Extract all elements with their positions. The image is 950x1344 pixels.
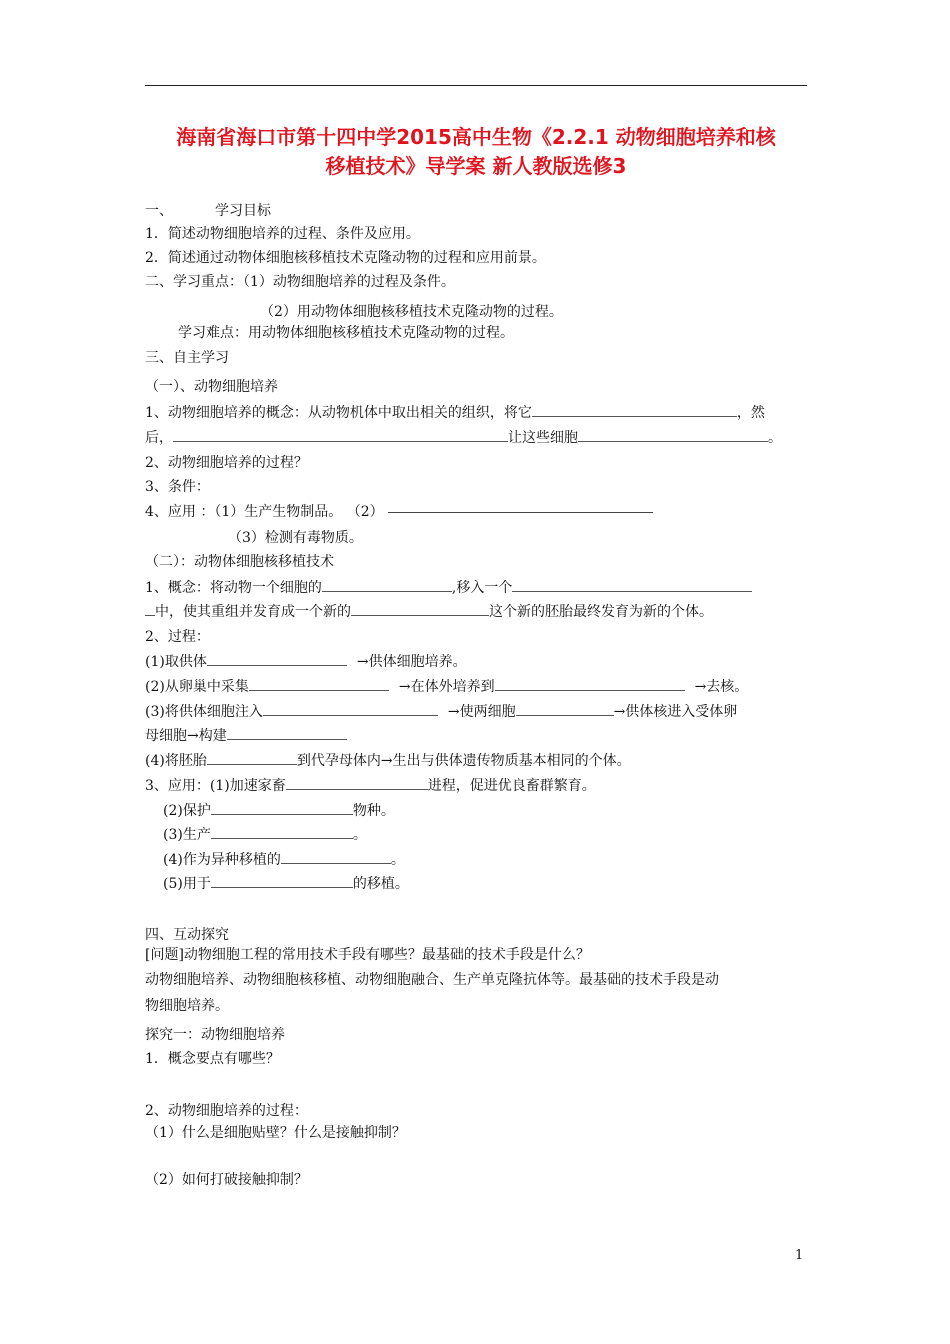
p1-line-6: （3）检测有毒物质。 xyxy=(228,530,363,546)
section-number: 一、 xyxy=(145,203,173,219)
text: 1、动物细胞培养的概念：从动物机体中取出相关的组织，将它 xyxy=(145,405,532,421)
p2-line-6 xyxy=(145,702,737,722)
answer-line-1: 动物细胞培养、动物细胞核移植、动物细胞融合、生产单克隆抗体等。最基础的技术手段是动 xyxy=(145,972,719,988)
text: 3、应用：(1)加速家畜 xyxy=(145,778,286,794)
difficult-point: 学习难点：用动物体细胞核移植技术克隆动物的过程。 xyxy=(178,325,514,341)
blank-field[interactable] xyxy=(351,602,489,616)
objective-1: 1．简述动物细胞培养的过程、条件及应用。 xyxy=(145,226,420,242)
text: ，然 xyxy=(736,405,765,421)
section-title: 学习目标 xyxy=(215,203,271,219)
p1-line-3: 2、动物细胞培养的过程？ xyxy=(145,455,308,471)
text: ,移入一个 xyxy=(451,580,513,596)
blank-field[interactable] xyxy=(211,825,353,839)
blank-field[interactable] xyxy=(211,801,353,815)
text: (5)用于 xyxy=(163,876,211,892)
blank-field[interactable] xyxy=(263,702,438,716)
text: 。 xyxy=(768,430,782,446)
explore-1-heading: 探究一：动物细胞培养 xyxy=(145,1027,285,1043)
text: 母细胞→构建 xyxy=(145,728,227,744)
p2-line-1 xyxy=(145,578,752,598)
section-1-heading xyxy=(145,201,271,221)
dash-blank[interactable] xyxy=(388,512,653,513)
blank-field[interactable] xyxy=(532,403,737,417)
blank-field[interactable] xyxy=(578,428,768,442)
text: (1)取供体 xyxy=(145,654,207,670)
section-4-heading: 四、互动探究 xyxy=(145,927,229,943)
text: 。 xyxy=(352,827,367,843)
blank-field[interactable] xyxy=(322,578,452,592)
blank-field[interactable] xyxy=(286,776,428,790)
p2-line-13 xyxy=(163,874,409,894)
blank-field[interactable] xyxy=(281,850,391,864)
p2-line-9 xyxy=(145,776,596,796)
p1-line-2 xyxy=(145,428,782,448)
blank-field[interactable] xyxy=(249,677,389,691)
text: 中，使其重组并发育成一个新的 xyxy=(155,604,351,620)
blank-field[interactable] xyxy=(495,677,685,691)
blank-field[interactable] xyxy=(516,702,614,716)
part-1-heading: （一）、动物细胞培养 xyxy=(145,379,278,395)
p2-line-12 xyxy=(163,850,405,870)
text: →去核。 xyxy=(694,679,749,695)
text: (3)生产 xyxy=(163,827,211,843)
text: →在体外培养到 xyxy=(398,679,495,695)
explore-1-q1: 1．概念要点有哪些？ xyxy=(145,1051,280,1067)
objective-2: 2．简述通过动物体细胞核移植技术克隆动物的过程和应用前景。 xyxy=(145,250,546,266)
text: →供体核进入受体卵 xyxy=(613,704,738,720)
explore-1-q2: 2、动物细胞培养的过程： xyxy=(145,1103,308,1119)
p2-line-4 xyxy=(145,652,467,672)
text: 1、概念：将动物一个细胞的 xyxy=(145,580,322,596)
text: 进程，促进优良畜群繁育。 xyxy=(427,778,596,794)
text: 让这些细胞 xyxy=(508,430,578,446)
text: (4)作为异种移植的 xyxy=(163,852,281,868)
blank-field[interactable] xyxy=(512,578,752,592)
answer-line-2: 物细胞培养。 xyxy=(145,998,229,1014)
p1-line-4: 3、条件： xyxy=(145,479,210,495)
p1-line-5 xyxy=(145,502,653,522)
text: 。 xyxy=(390,852,405,868)
key-point-1: 二、学习重点：（1）动物细胞培养的过程及条件。 xyxy=(145,274,455,290)
title-line-2: 移植技术》导学案 新人教版选修3 xyxy=(325,154,627,178)
blank-field[interactable] xyxy=(227,726,347,740)
text: →使两细胞 xyxy=(447,704,516,720)
text: 4、应用 ：（1）生产生物制品。 （2） xyxy=(145,504,384,520)
blank-field[interactable] xyxy=(173,428,508,442)
title-line-1: 海南省海口市第十四中学2015高中生物《2.2.1 动物细胞培养和核 xyxy=(176,125,776,149)
header-rule xyxy=(145,85,807,86)
text: (2)保护 xyxy=(163,803,211,819)
section-3-heading: 三、自主学习 xyxy=(145,350,229,366)
explore-1-q2b: （2）如何打破接触抑制？ xyxy=(145,1172,308,1188)
part-2-heading: （二）：动物体细胞核移植技术 xyxy=(145,554,334,570)
p1-line-1 xyxy=(145,403,765,423)
text: 的移植。 xyxy=(352,876,409,892)
text: 物种。 xyxy=(352,803,395,819)
blank-field[interactable] xyxy=(207,751,297,765)
blank-field[interactable] xyxy=(211,874,353,888)
text: (3)将供体细胞注入 xyxy=(145,704,263,720)
p2-line-7 xyxy=(145,726,347,746)
explore-1-q2a: （1）什么是细胞贴壁？什么是接触抑制？ xyxy=(145,1125,406,1141)
blank-field[interactable] xyxy=(145,602,155,616)
p2-line-10 xyxy=(163,801,395,821)
text: (4)将胚胎 xyxy=(145,753,207,769)
text: →供体细胞培养。 xyxy=(356,654,467,670)
text: (2)从卵巢中采集 xyxy=(145,679,249,695)
key-point-2: （2）用动物体细胞核移植技术克隆动物的过程。 xyxy=(260,304,563,320)
document-title xyxy=(145,123,807,181)
text: 后， xyxy=(145,430,173,446)
p2-line-2 xyxy=(145,602,713,622)
question: [问题]动物细胞工程的常用技术手段有哪些？最基础的技术手段是什么？ xyxy=(145,947,590,963)
text: 这个新的胚胎最终发育为新的个体。 xyxy=(489,604,713,620)
page-number: 1 xyxy=(795,1248,804,1263)
text: 到代孕母体内→生出与供体遗传物质基本相同的个体。 xyxy=(296,753,631,769)
p2-line-8 xyxy=(145,751,631,771)
p2-line-3: 2、过程： xyxy=(145,629,210,645)
blank-field[interactable] xyxy=(207,652,347,666)
p2-line-5 xyxy=(145,677,748,697)
p2-line-11 xyxy=(163,825,367,845)
